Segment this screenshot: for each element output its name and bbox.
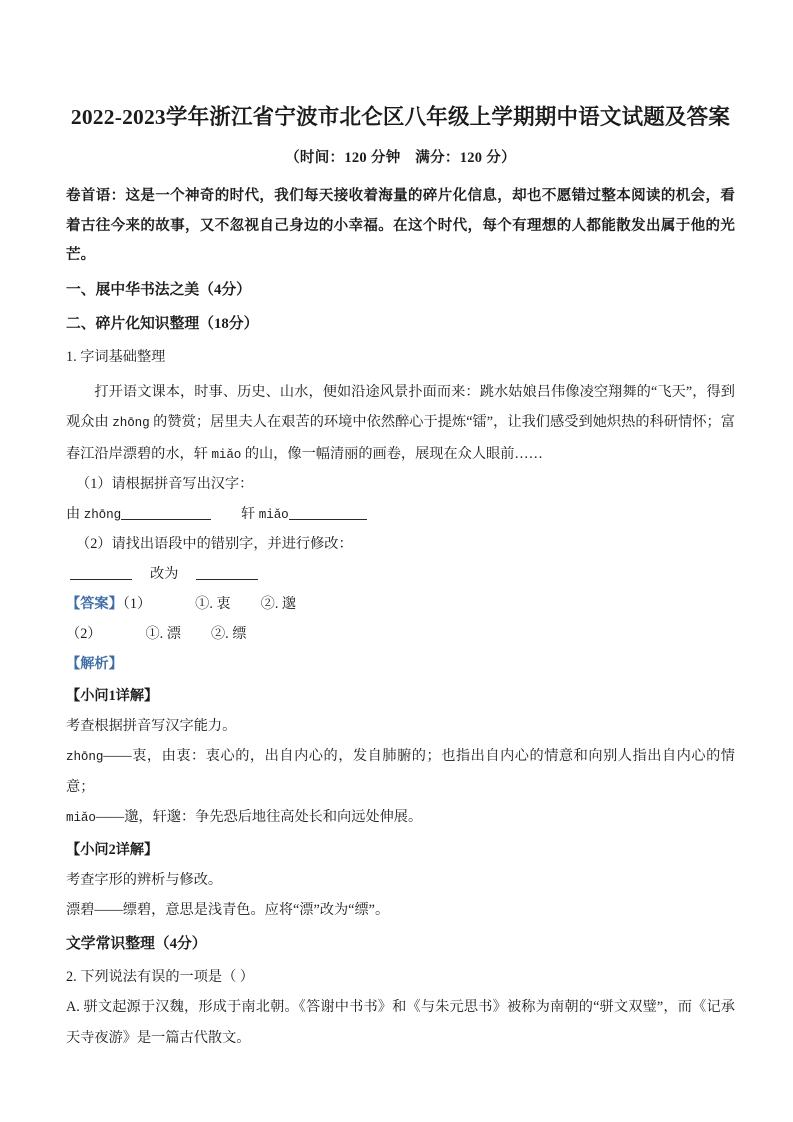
detail-gloss-2 bbox=[66, 802, 735, 833]
sub-question-2: （2）请找出语段中的错别字，并进行修改： bbox=[76, 536, 353, 552]
detail-gloss-3: 漂碧——缥碧，意思是浅青色。应将“漂”改为“缥”。 bbox=[66, 902, 390, 918]
question-1-label: 字词基础整理 bbox=[80, 348, 166, 365]
pinyin-miao-blank: miǎo bbox=[258, 507, 289, 522]
document-content bbox=[66, 0, 735, 1053]
answer-2-label: （2） bbox=[66, 626, 102, 642]
question-2-number: 2. bbox=[66, 969, 77, 985]
answer-blank-2[interactable] bbox=[289, 506, 367, 520]
question-2-title bbox=[66, 962, 735, 992]
section-heading-literature: 文学常识整理（4分） bbox=[66, 936, 207, 952]
pinyin-zhong-passage: zhōng bbox=[112, 416, 150, 430]
answer-blank-1[interactable] bbox=[121, 506, 211, 520]
detail-heading-1: 【小问1详解】 bbox=[66, 688, 159, 704]
pinyin-miao-gloss: miǎo bbox=[66, 811, 96, 825]
detail-body-1: 考查根据拼音写汉字能力。 bbox=[66, 718, 237, 734]
pinyin-zhong-gloss: zhōng bbox=[66, 750, 104, 764]
answer-row-1 bbox=[66, 589, 735, 619]
question-1-number: 1. bbox=[66, 348, 77, 365]
preface-label: 卷首语： bbox=[66, 188, 126, 204]
fill-in-row-1 bbox=[66, 500, 735, 531]
analysis-tag: 【解析】 bbox=[66, 656, 123, 672]
passage-part-a: 打开语文课本，时事、历史、山水，便如沿途风景扑面而来：跳水姑娘吕伟像凌空翔舞的“飞天”，得到观众由 bbox=[66, 383, 735, 430]
detail-gloss-2-text: ——邈，轩邈：争先恐后地往高处长和向远处伸展。 bbox=[95, 809, 423, 825]
preface-paragraph bbox=[66, 182, 735, 271]
answer-1-item-2: ②. 邈 bbox=[260, 596, 297, 612]
fill-1-prefix: 由 bbox=[66, 505, 84, 522]
analysis-row bbox=[66, 649, 735, 679]
answer-1-label: （1） bbox=[122, 596, 152, 612]
pinyin-zhong-blank: zhōng bbox=[83, 507, 122, 522]
answer-blank-3[interactable] bbox=[70, 566, 132, 580]
answer-row-2 bbox=[66, 619, 735, 649]
page-title: 2022-2023学年浙江省宁波市北仑区八年级上学期期中语文试题及答案 bbox=[70, 105, 731, 129]
detail-gloss-1 bbox=[66, 741, 735, 802]
detail-body-2: 考查字形的辨析与修改。 bbox=[66, 872, 223, 888]
answer-2-item-2: ②. 缥 bbox=[210, 626, 247, 642]
question-1-title bbox=[66, 342, 735, 372]
preface-text: 这是一个神奇的时代，我们每天接收着海量的碎片化信息，却也不愿错过整本阅读的机会，看着古往今来的故事，又不忽视自己身边的小幸福。在这个时代，每个有理想的人都能散发出属于他的光芒。 bbox=[66, 188, 735, 263]
sub-question-1: （1）请根据拼音写出汉字： bbox=[76, 476, 254, 492]
section-heading-two: 二、碎片化知识整理（18分） bbox=[66, 315, 259, 332]
fill-2-prefix: 轩 bbox=[241, 505, 259, 522]
detail-gloss-1-text: ——衷，由衷：衷心的，出自内心的，发自肺腑的；也指出自内心的情意和向别人指出自内心的情意； bbox=[66, 748, 735, 795]
fill-in-row-2 bbox=[66, 560, 735, 590]
answer-blank-4[interactable] bbox=[196, 566, 258, 580]
answer-2-item-1: ①. 漂 bbox=[145, 626, 181, 642]
answer-1-item-1: ①. 衷 bbox=[195, 596, 231, 612]
detail-heading-2: 【小问2详解】 bbox=[66, 842, 159, 858]
section-heading-one: 一、展中华书法之美（4分） bbox=[66, 281, 251, 298]
fill-change-to-label: 改为 bbox=[150, 565, 179, 582]
passage-part-c: 的山，像一幅清丽的画卷，展现在众人眼前…… bbox=[241, 445, 543, 462]
question-2-label: 下列说法有误的一项是（ ） bbox=[80, 969, 254, 985]
pinyin-miao-passage: miǎo bbox=[211, 447, 242, 462]
passage-part-b: 的赞赏；居里夫人在艰苦的环境中依然醉心于提炼“镭”，让我们感受到她炽热的科研情怀；富春江沿岸漂碧的水，轩 bbox=[66, 414, 735, 462]
question-2-option-a[interactable]: A. 骈文起源于汉魏，形成于南北朝。《答谢中书书》和《与朱元思书》被称为南朝的“骈文双璧”，而《记承天寺夜游》是一篇古代散文。 bbox=[66, 999, 735, 1046]
exam-info-subtitle: （时间：120 分钟 满分：120 分） bbox=[285, 150, 516, 166]
question-1-passage bbox=[66, 377, 735, 471]
answer-tag: 【答案】 bbox=[66, 596, 123, 612]
